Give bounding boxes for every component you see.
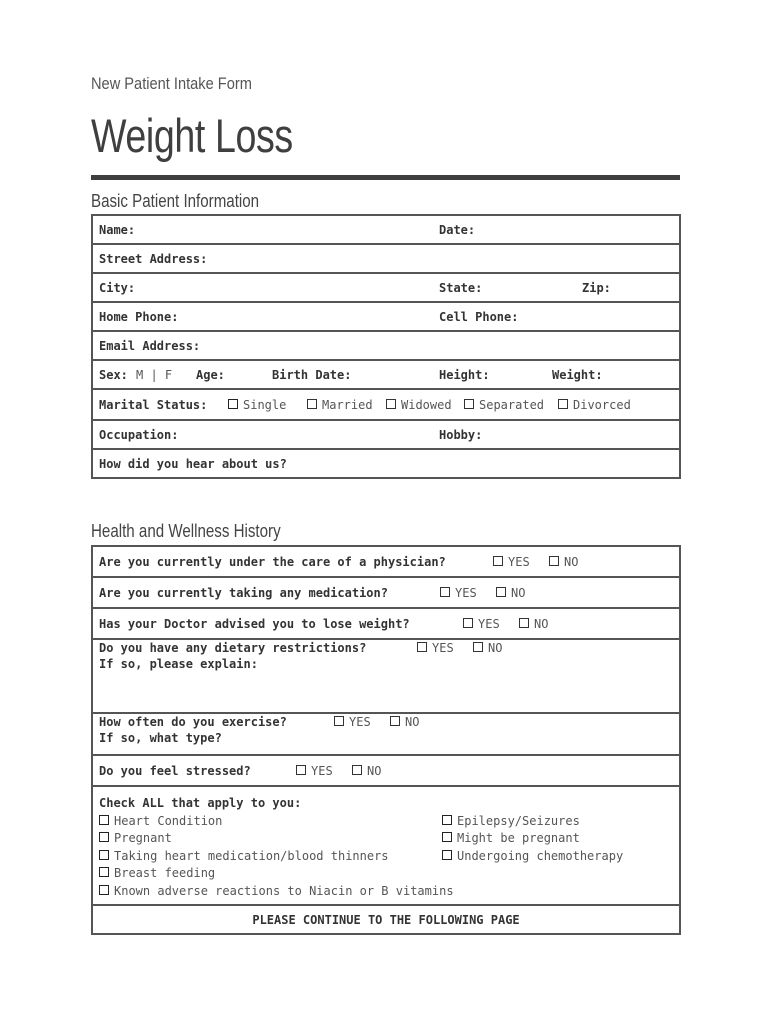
checkbox-icon[interactable] (99, 885, 109, 895)
row-name-date (99, 216, 673, 243)
checkbox-icon[interactable] (386, 399, 396, 409)
height-field[interactable]: Height: (439, 368, 490, 382)
occupation-field[interactable]: Occupation: (99, 428, 179, 442)
email-field[interactable]: Email Address: (99, 339, 201, 353)
condition-breast-feeding[interactable]: Breast feeding (99, 865, 673, 883)
exercise-type-field[interactable]: If so, what type? (99, 731, 222, 745)
stressed-yes[interactable]: YES (296, 764, 333, 778)
row-street (99, 245, 673, 272)
hobby-field[interactable]: Hobby: (439, 428, 483, 442)
dietary-question: Do you have any dietary restrictions? (99, 641, 367, 655)
physician-no[interactable]: NO (549, 555, 578, 569)
stressed-no[interactable]: NO (352, 764, 381, 778)
zip-field[interactable]: Zip: (582, 281, 611, 295)
checkbox-icon[interactable] (464, 399, 474, 409)
row-stressed (99, 756, 673, 785)
section-heading-basic: Basic Patient Information (91, 191, 260, 211)
exercise-yes[interactable]: YES (334, 714, 371, 730)
checkbox-icon[interactable] (99, 832, 109, 842)
doctor-question: Has your Doctor advised you to lose weight? (99, 617, 410, 631)
city-field[interactable]: City: (99, 281, 136, 295)
row-physician (99, 547, 673, 576)
doctor-no[interactable]: NO (519, 617, 548, 631)
form-supertitle: New Patient Intake Form (91, 74, 252, 93)
checkbox-icon[interactable] (352, 765, 362, 775)
checkbox-icon[interactable] (228, 399, 238, 409)
row-city-state-zip (99, 274, 673, 301)
referral-field[interactable]: How did you hear about us? (99, 457, 287, 471)
doctor-yes[interactable]: YES (463, 617, 500, 631)
checkbox-icon[interactable] (558, 399, 568, 409)
condition-niacin-reaction[interactable]: Known adverse reactions to Niacin or B vitamins (99, 883, 673, 901)
checkbox-icon[interactable] (463, 618, 473, 628)
age-field[interactable]: Age: (196, 368, 225, 382)
health-history-table (91, 545, 681, 935)
title-divider (91, 175, 680, 180)
conditions-heading: Check ALL that apply to you: (99, 796, 302, 810)
checkbox-icon[interactable] (307, 399, 317, 409)
form-title: Weight Loss (91, 109, 293, 162)
row-referral (99, 450, 673, 477)
physician-yes[interactable]: YES (493, 555, 530, 569)
stressed-question: Do you feel stressed? (99, 764, 251, 778)
condition-chemotherapy[interactable]: Undergoing chemotherapy (442, 848, 623, 866)
physician-question: Are you currently under the care of a physician? (99, 555, 446, 569)
cell-phone-field[interactable]: Cell Phone: (439, 310, 519, 324)
row-demographics (99, 361, 673, 388)
condition-might-be-pregnant[interactable]: Might be pregnant (442, 830, 580, 848)
checkbox-icon[interactable] (442, 850, 452, 860)
dietary-explain-field[interactable]: If so, please explain: (99, 657, 258, 671)
exercise-no[interactable]: NO (390, 714, 419, 730)
condition-epilepsy[interactable]: Epilepsy/Seizures (442, 813, 580, 831)
marital-option-single[interactable]: Single (228, 398, 286, 412)
marital-option-widowed[interactable]: Widowed (386, 398, 452, 412)
checkbox-icon[interactable] (473, 642, 483, 652)
checkbox-icon[interactable] (417, 642, 427, 652)
continue-notice: PLEASE CONTINUE TO THE FOLLOWING PAGE (92, 905, 680, 934)
condition-heart[interactable]: Heart Condition (99, 813, 673, 831)
marital-option-separated[interactable]: Separated (464, 398, 544, 412)
checkbox-icon[interactable] (442, 815, 452, 825)
checkbox-icon[interactable] (296, 765, 306, 775)
checkbox-icon[interactable] (549, 556, 559, 566)
checkbox-icon[interactable] (334, 716, 344, 726)
checkbox-icon[interactable] (442, 832, 452, 842)
checkbox-icon[interactable] (519, 618, 529, 628)
date-field[interactable]: Date: (439, 223, 476, 237)
checkbox-icon[interactable] (496, 587, 506, 597)
checkbox-icon[interactable] (493, 556, 503, 566)
checkbox-icon[interactable] (99, 815, 109, 825)
home-phone-field[interactable]: Home Phone: (99, 310, 179, 324)
checkbox-icon[interactable] (99, 867, 109, 877)
street-address-field[interactable]: Street Address: (99, 252, 208, 266)
medication-question: Are you currently taking any medication? (99, 586, 388, 600)
condition-pregnant[interactable]: Pregnant (99, 830, 673, 848)
checkbox-icon[interactable] (99, 850, 109, 860)
sex-label: Sex: (99, 368, 128, 382)
basic-info-table (91, 214, 681, 479)
marital-option-divorced[interactable]: Divorced (558, 398, 631, 412)
row-dietary (99, 640, 673, 672)
weight-field[interactable]: Weight: (552, 368, 603, 382)
row-marital-status (99, 390, 673, 419)
sex-options[interactable]: M | F (136, 368, 173, 382)
row-email (99, 332, 673, 359)
row-conditions (99, 795, 673, 901)
birth-date-field[interactable]: Birth Date: (272, 368, 352, 382)
state-field[interactable]: State: (439, 281, 483, 295)
marital-option-married[interactable]: Married (307, 398, 373, 412)
row-exercise (99, 714, 673, 746)
row-phones (99, 303, 673, 330)
medication-no[interactable]: NO (496, 586, 525, 600)
medication-yes[interactable]: YES (440, 586, 477, 600)
row-doctor-advised (99, 609, 673, 638)
row-medication (99, 578, 673, 607)
dietary-no[interactable]: NO (473, 640, 502, 656)
checkbox-icon[interactable] (390, 716, 400, 726)
condition-heart-medication[interactable]: Taking heart medication/blood thinners (99, 848, 673, 866)
marital-status-label: Marital Status: (99, 398, 208, 412)
checkbox-icon[interactable] (440, 587, 450, 597)
section-heading-health: Health and Wellness History (91, 521, 281, 541)
row-occupation-hobby (99, 421, 673, 448)
exercise-question: How often do you exercise? (99, 715, 287, 729)
dietary-yes[interactable]: YES (417, 640, 454, 656)
name-field[interactable]: Name: (99, 223, 136, 237)
